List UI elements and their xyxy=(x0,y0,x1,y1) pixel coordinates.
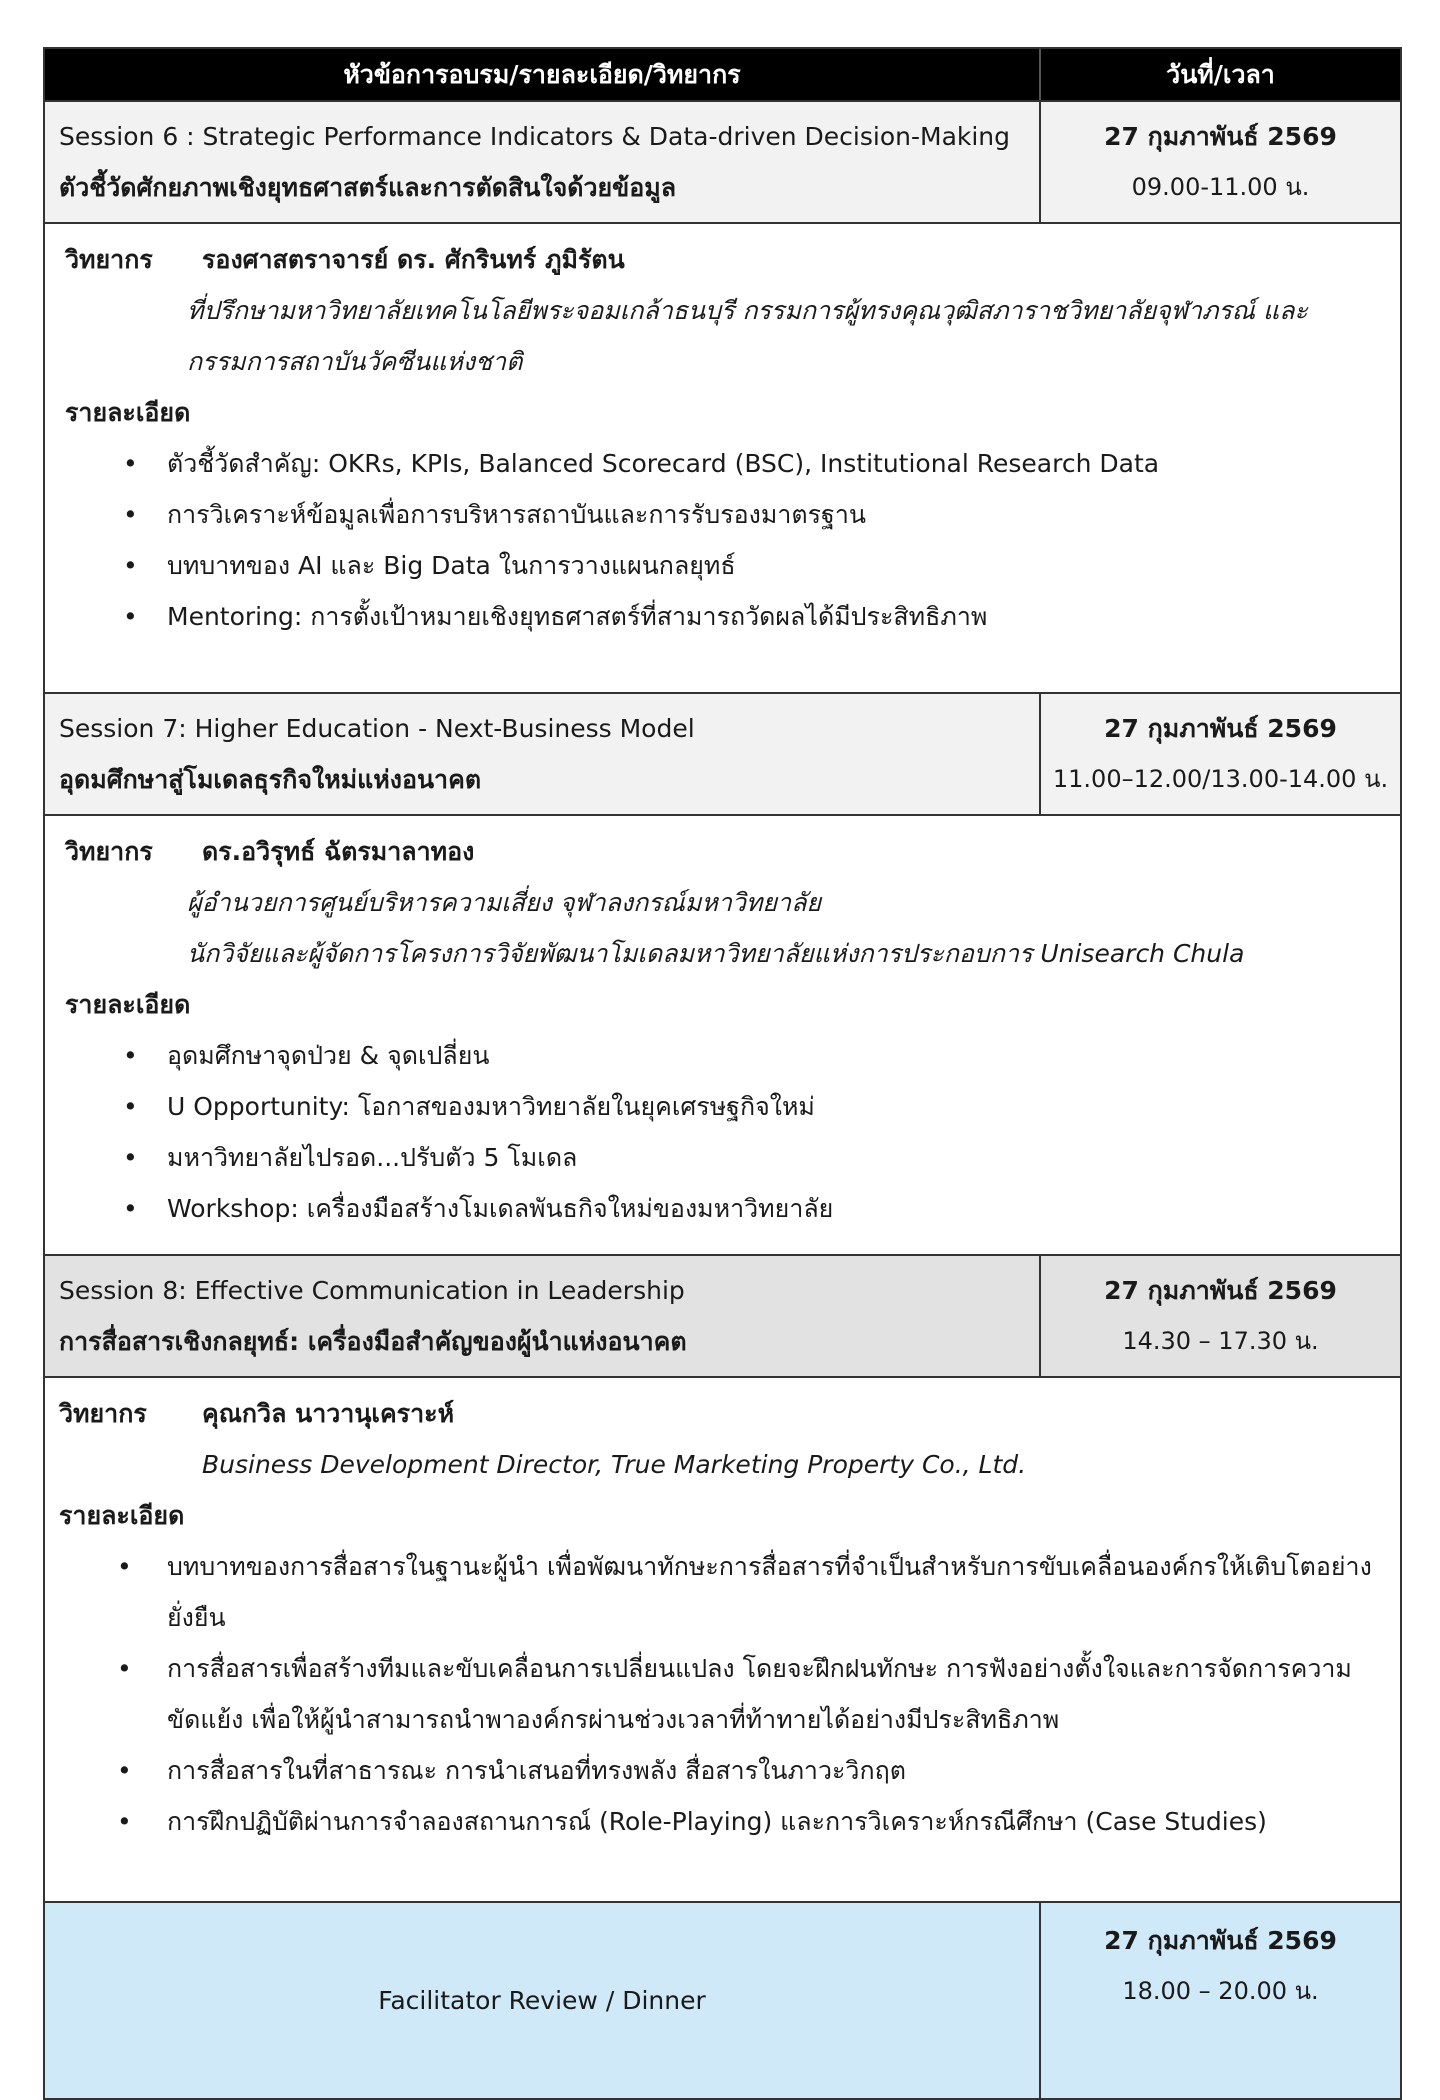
session-6-detail-row xyxy=(45,224,1400,694)
speaker-affiliation: นักวิจัยและผู้จัดการโครงการวิจัยพัฒนาโมเดลมหาวิทยาลัยแห่งการประกอบการ Unisearch Chula xyxy=(187,939,1245,968)
header-datetime: วันที่/เวลา xyxy=(1166,59,1275,89)
list-item: • อุดมศึกษาจุดป่วย & จุดเปลี่ยน xyxy=(65,1030,1380,1081)
session-6-details-list xyxy=(65,438,1380,642)
session-7-date-cell xyxy=(1041,694,1400,814)
session-7-date: 27 กุมภาพันธ์ 2569 xyxy=(1104,714,1337,743)
speaker-affiliation: ที่ปรึกษามหาวิทยาลัยเทคโนโลยีพระจอมเกล้าธนบุรี กรรมการผู้ทรงคุณวุฒิสภาราชวิทยาลัยจุฬาภรณ์ และ xyxy=(187,296,1308,325)
header-topic: หัวข้อการอบรม/รายละเอียด/วิทยากร xyxy=(45,49,1041,100)
session-6-title-en: Session 6 : Strategic Performance Indicators & Data-driven Decision-Making xyxy=(59,122,1011,151)
session-7-title-en: Session 7: Higher Education - Next-Business Model xyxy=(59,714,695,743)
session-6-title-cell xyxy=(45,102,1041,222)
session-6-title-th: ตัวชี้วัดศักยภาพเชิงยุทธศาสตร์และการตัดสินใจด้วยข้อมูล xyxy=(59,173,677,202)
details-heading: รายละเอียด xyxy=(59,1501,185,1530)
session-7-title-th: อุดมศึกษาสู่โมเดลธุรกิจใหม่แห่งอนาคต xyxy=(59,765,482,794)
session-8-detail-cell xyxy=(45,1378,1400,1901)
list-item: • ตัวชี้วัดสำคัญ: OKRs, KPIs, Balanced Scorecard (BSC), Institutional Research Data xyxy=(65,438,1380,489)
speaker-affiliation: กรรมการสถาบันวัคซีนแห่งชาติ xyxy=(187,347,523,376)
table-header-row xyxy=(45,49,1400,102)
session-8-date-cell xyxy=(1041,1256,1400,1376)
session-8-title-row xyxy=(45,1256,1400,1378)
schedule-table xyxy=(43,47,1402,2100)
session-8-date: 27 กุมภาพันธ์ 2569 xyxy=(1104,1276,1337,1305)
session-8-details-list xyxy=(59,1541,1380,1847)
list-item: • บทบาทของการสื่อสารในฐานะผู้นำ เพื่อพัฒนาทักษะการสื่อสารที่จำเป็นสำหรับการขับเคลื่อนองค์กรให้เติบโตอย่างยั่งยืน xyxy=(59,1541,1374,1643)
closing-time: 18.00 – 20.00 น. xyxy=(1122,1977,1319,2005)
closing-date: 27 กุมภาพันธ์ 2569 xyxy=(1104,1926,1337,1955)
speaker-name: คุณกวิล นาวานุเคราะห์ xyxy=(202,1399,455,1428)
list-item: • มหาวิทยาลัยไปรอด...ปรับตัว 5 โมเดล xyxy=(65,1132,1380,1183)
closing-title: Facilitator Review / Dinner xyxy=(45,1903,1041,2098)
session-7-speaker xyxy=(65,826,1380,877)
list-item: • Mentoring: การตั้งเป้าหมายเชิงยุทธศาสตร์ที่สามารถวัดผลได้มีประสิทธิภาพ xyxy=(65,591,1380,642)
details-heading: รายละเอียด xyxy=(65,990,191,1019)
details-heading: รายละเอียด xyxy=(65,398,191,427)
list-item: • บทบาทของ AI และ Big Data ในการวางแผนกลยุทธ์ xyxy=(65,540,1380,591)
closing-date-cell xyxy=(1041,1903,1400,2098)
session-6-title-row xyxy=(45,102,1400,224)
session-6-date: 27 กุมภาพันธ์ 2569 xyxy=(1104,122,1337,151)
session-8-title-cell xyxy=(45,1256,1041,1376)
speaker-name: ดร.อวิรุทธ์ ฉัตรมาลาทอง xyxy=(202,837,475,866)
session-7-time: 11.00–12.00/13.00-14.00 น. xyxy=(1052,765,1389,793)
session-8-time: 14.30 – 17.30 น. xyxy=(1122,1327,1319,1355)
session-6-time: 09.00-11.00 น. xyxy=(1131,173,1310,201)
list-item: • การฝึกปฏิบัติผ่านการจำลองสถานการณ์ (Role-Playing) และการวิเคราะห์กรณีศึกษา (Case Studies) xyxy=(59,1796,1374,1847)
list-item: • การสื่อสารเพื่อสร้างทีมและขับเคลื่อนการเปลี่ยนแปลง โดยจะฝึกฝนทักษะ การฟังอย่างตั้งใจและการจัดการความขัดแย้ง เพื่อให้ผู้นำสามารถนำพาองค์กรผ่านช่วงเวลาที่ท้าทายได้อย่างมีประสิทธิภาพ xyxy=(59,1643,1374,1745)
closing-row xyxy=(45,1903,1400,2098)
speaker-affiliation: ผู้อำนวยการศูนย์บริหารความเสี่ยง จุฬาลงกรณ์มหาวิทยาลัย xyxy=(187,888,822,917)
session-6-date-cell xyxy=(1041,102,1400,222)
session-7-title-cell xyxy=(45,694,1041,814)
list-item: • การวิเคราะห์ข้อมูลเพื่อการบริหารสถาบันและการรับรองมาตรฐาน xyxy=(65,489,1380,540)
session-7-title-row xyxy=(45,694,1400,816)
session-8-detail-row xyxy=(45,1378,1400,1903)
list-item: • Workshop: เครื่องมือสร้างโมเดลพันธกิจใหม่ของมหาวิทยาลัย xyxy=(65,1183,1380,1234)
session-7-details-list xyxy=(65,1030,1380,1234)
session-6-speaker xyxy=(65,234,1380,285)
speaker-label: วิทยากร xyxy=(65,245,153,274)
speaker-label: วิทยากร xyxy=(65,837,153,866)
speaker-label: วิทยากร xyxy=(59,1399,147,1428)
list-item: • U Opportunity: โอกาสของมหาวิทยาลัยในยุคเศรษฐกิจใหม่ xyxy=(65,1081,1380,1132)
session-7-detail-cell xyxy=(45,816,1400,1254)
session-8-speaker xyxy=(59,1388,1380,1439)
list-item: • การสื่อสารในที่สาธารณะ การนำเสนอที่ทรงพลัง สื่อสารในภาวะวิกฤต xyxy=(59,1745,1374,1796)
session-7-detail-row xyxy=(45,816,1400,1256)
session-8-title-th: การสื่อสารเชิงกลยุทธ์: เครื่องมือสำคัญของผู้นำแห่งอนาคต xyxy=(59,1327,687,1356)
session-6-detail-cell xyxy=(45,224,1400,692)
speaker-name: รองศาสตราจารย์ ดร. ศักรินทร์ ภูมิรัตน xyxy=(202,245,625,274)
speaker-affiliation: Business Development Director, True Marketing Property Co., Ltd. xyxy=(202,1450,1027,1479)
session-8-title-en: Session 8: Effective Communication in Leadership xyxy=(59,1276,685,1305)
